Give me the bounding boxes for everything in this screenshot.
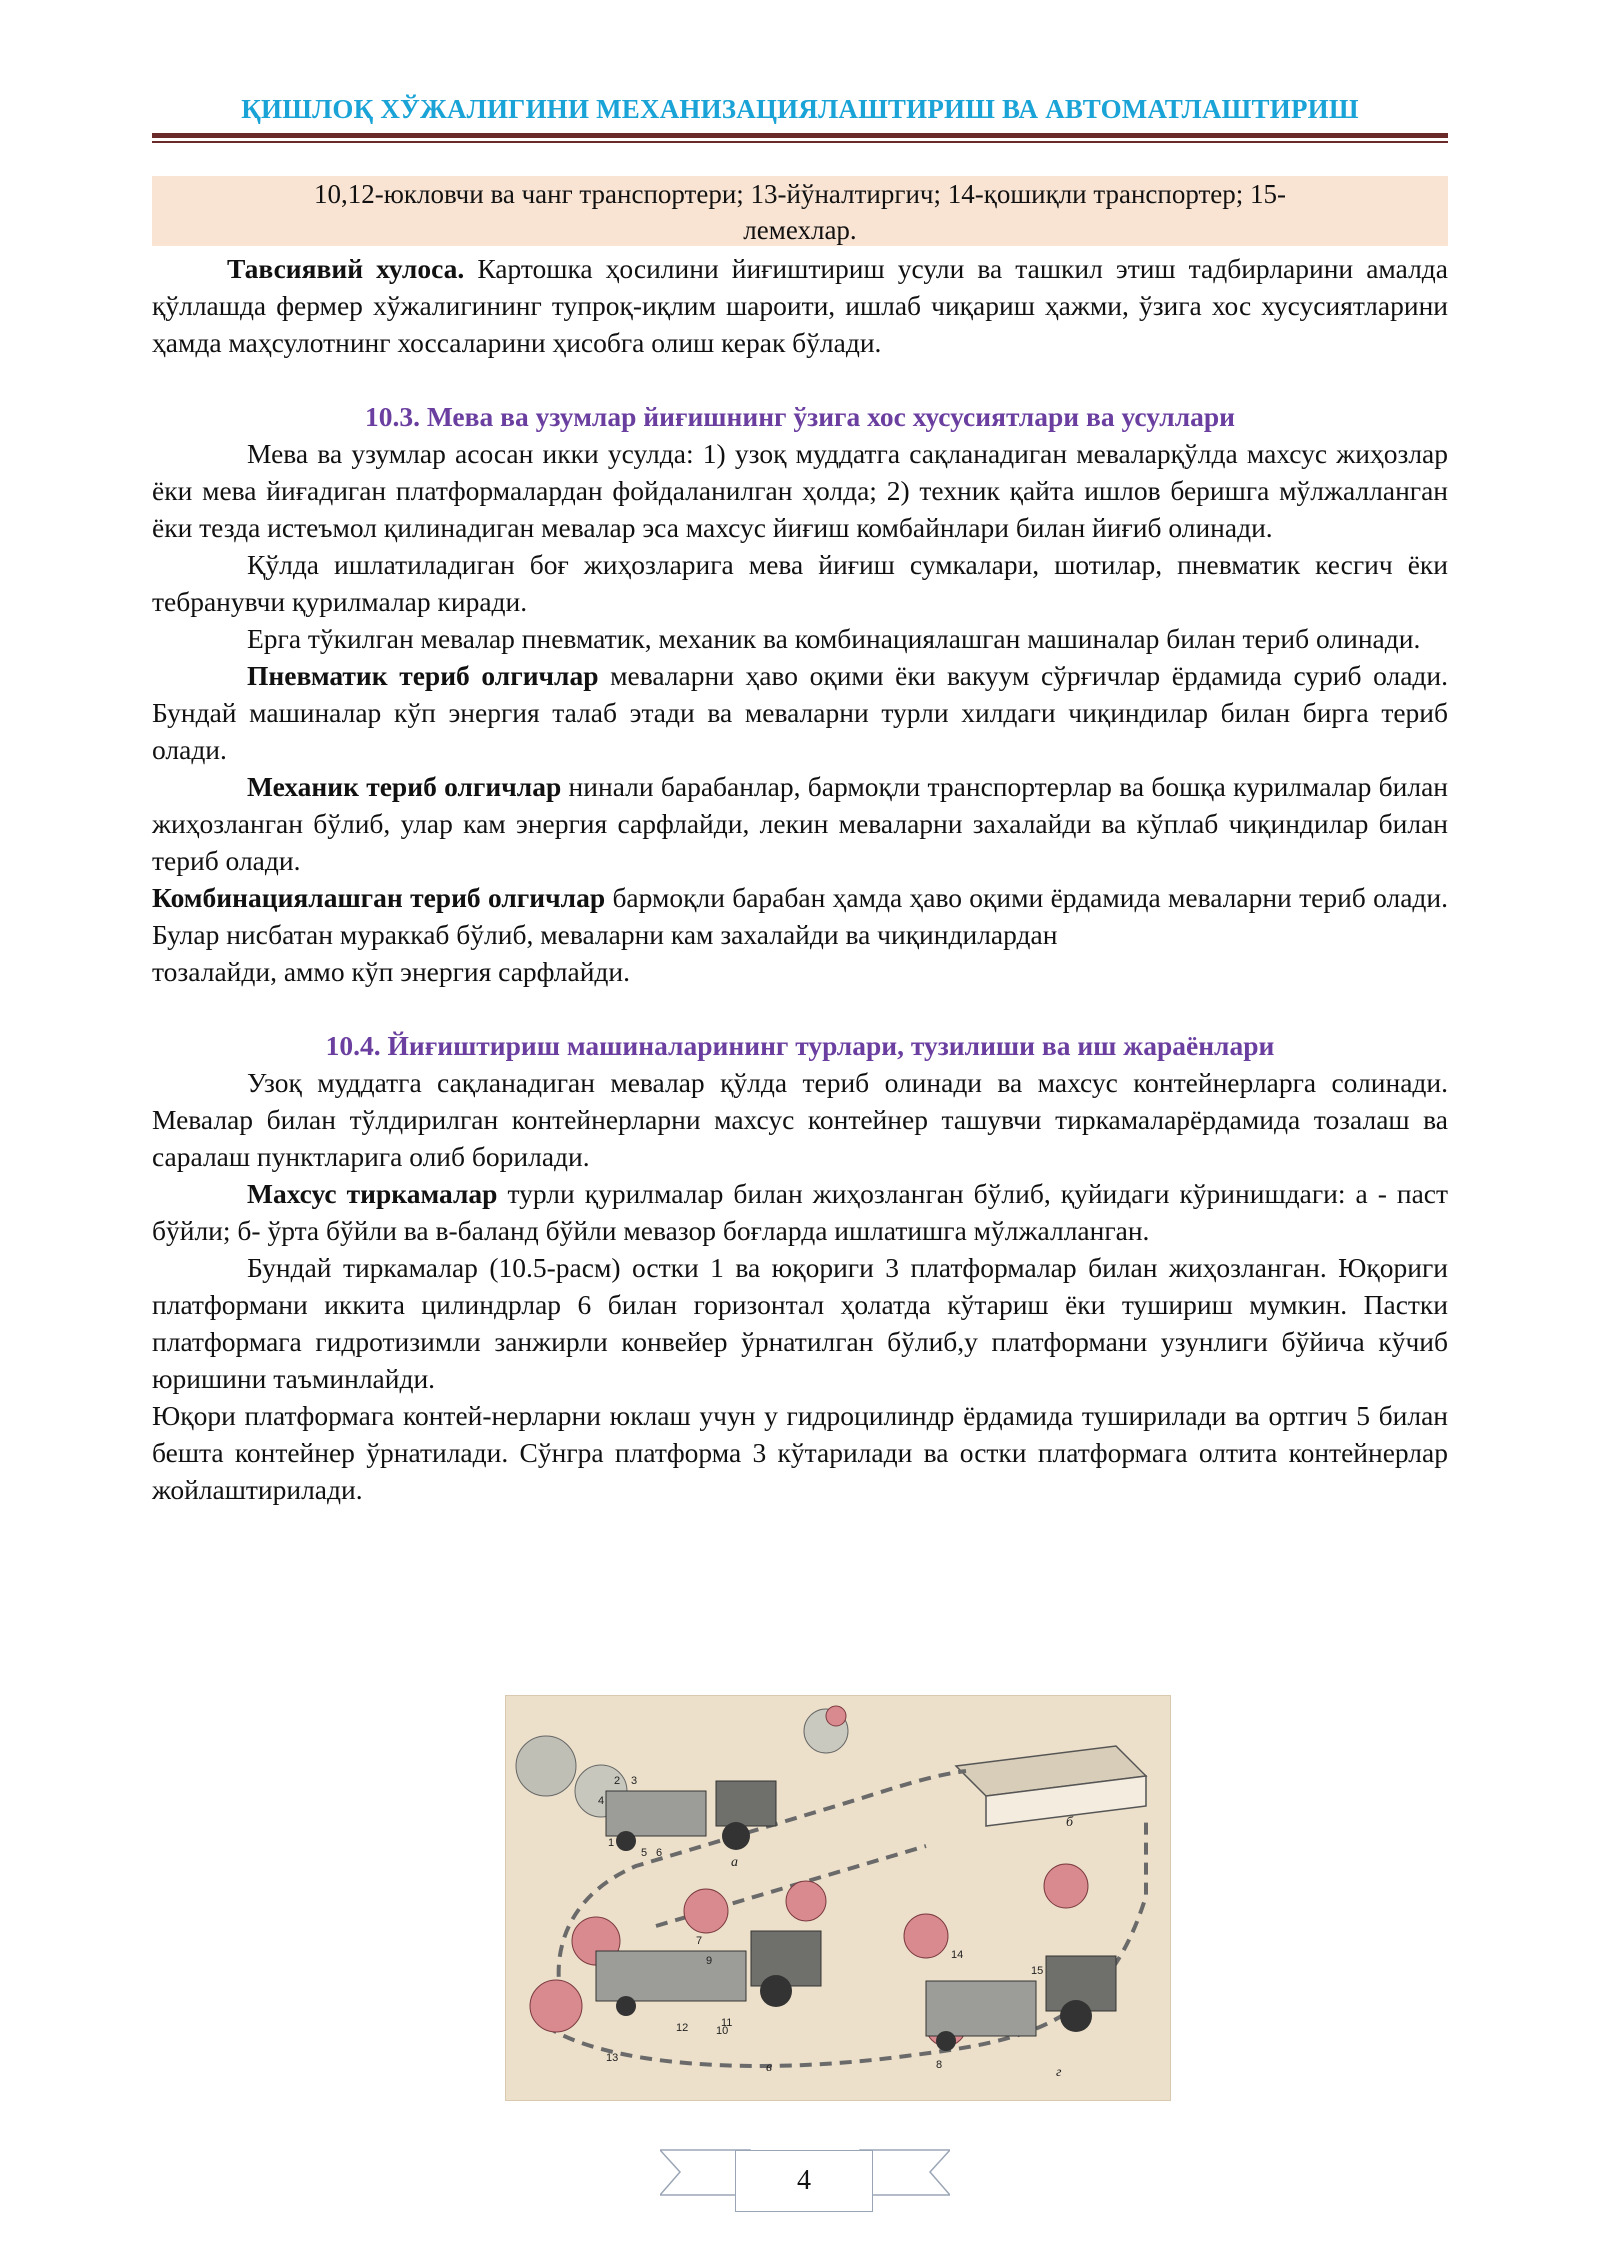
term-text: меваларни ҳаво оқими ёки вакуум сўрғичлар ёрдамида суриб олади. Бундай машиналар кўп энергия талаб этади ва меваларни турли хилдаги чиқиндилар билан бирга териб олади. bbox=[152, 660, 1448, 765]
label-g: г bbox=[1056, 2065, 1062, 2080]
term-trailers: Махсус тиркамалар bbox=[247, 1178, 498, 1209]
wheel bbox=[1060, 2000, 1092, 2032]
spacer bbox=[152, 990, 1448, 1027]
paragraph: Юқори платформага контей-нерларни юклаш учун у гидроцилиндр ёрдамида туширилади ва ортгич 5 билан бешта контейнер ўрнатилади. Сўнгра платформа 3 кўтарилади ва остки платформага олтита контейнерлар жойлаштирилади. bbox=[152, 1400, 1448, 1505]
ribbon-right-tail bbox=[860, 2150, 950, 2195]
label-n8: 8 bbox=[936, 2059, 943, 2071]
paragraph: Ерга тўкилган мевалар пневматик, механик ва комбинациялашган машиналар билан териб олинади. bbox=[247, 623, 1421, 654]
tree-canopy bbox=[684, 1889, 728, 1933]
section-title-10-3: 10.3. Мева ва узумлар йиғишнинг ўзига хос хусусиятлари ва усуллари bbox=[364, 401, 1236, 432]
running-header: ҚИШЛОҚ ХЎЖАЛИГИНИ МЕХАНИЗАЦИЯЛАШТИРИШ ВА АВТОМАТЛАШТИРИШ bbox=[241, 94, 1359, 124]
wheel bbox=[936, 2031, 956, 2051]
term-combined: Комбинациялашган териб олгичлар bbox=[152, 882, 606, 913]
wheel bbox=[760, 1975, 792, 2007]
tree-canopy bbox=[826, 1706, 846, 1726]
trailer-body bbox=[596, 1951, 746, 2001]
term-text: турли қурилмалар билан жиҳозланган бўлиб, қуйидаги кўринишдаги: а - паст бўйли; б- ўрта бўйли ва в-баланд бўйли мевазор боғларда ишлатишга мўлжалланган. bbox=[152, 1178, 1448, 1246]
paragraph bbox=[152, 1175, 1448, 1249]
label-n6: 6 bbox=[656, 1847, 663, 1859]
label-n15: 15 bbox=[1031, 1965, 1044, 1977]
label-n10: 10 bbox=[716, 2025, 729, 2037]
label-n1: 1 bbox=[608, 1837, 615, 1849]
label-v: в bbox=[766, 2060, 773, 2075]
term-text: бармоқли барабан ҳамда ҳаво оқими ёрдамида меваларни териб олади. Булар нисбатан мураккаб бўлиб, меваларни кам захалайди ва чиқиндилардан bbox=[152, 882, 1448, 950]
tree-canopy bbox=[1044, 1864, 1088, 1908]
header-rule-thin bbox=[152, 141, 1448, 143]
tree-canopy bbox=[516, 1736, 576, 1796]
figure-caption-continued bbox=[152, 176, 1448, 246]
caption-line-1: 10,12-юкловчи ва чанг транспортери; 13-йўналтиргич; 14-қошиқли транспортер; 15- bbox=[313, 179, 1287, 209]
spacer bbox=[152, 361, 1448, 398]
tractor-cab bbox=[716, 1781, 776, 1826]
label-n11: 11 bbox=[721, 2017, 733, 2029]
wheel bbox=[722, 1822, 750, 1850]
tree-canopy bbox=[904, 1914, 948, 1958]
paragraph: Мева ва узумлар асосан икки усулда: 1) узоқ муддатга сақланадиган меваларқўлда махсус жиҳозлар ёки мева йиғадиган платформалардан фойдаланилган ҳолда; 2) техник қайта ишлов беришга мўлжалланган ёки тезда истеъмол қилинадиган мевалар эса махсус йиғиш комбайнлари билан йиғиб олинади. bbox=[152, 438, 1448, 543]
wheel bbox=[616, 1996, 636, 2016]
label-n3: 3 bbox=[631, 1775, 638, 1787]
label-n7: 7 bbox=[696, 1935, 703, 1947]
figure-orchard-harvest-diagram bbox=[505, 1695, 1171, 2101]
paragraph: Бундай тиркамалар (10.5-расм) остки 1 ва юқориги 3 платформалар билан жиҳозланган. Юқориги платформани иккита цилиндрлар 6 билан горизонтал ҳолатда кўтариш ёки тушириш мумкин. Пастки платформага гидротизимли занжирли конвейер ўрнатилган бўлиб,у платформани узунлиги бўйича кўчиб юришини таъминлайди. bbox=[152, 1252, 1448, 1394]
conclusion-paragraph bbox=[152, 250, 1448, 361]
label-n14: 14 bbox=[951, 1949, 964, 1961]
label-n13: 13 bbox=[606, 2052, 619, 2064]
label-n12: 12 bbox=[676, 2022, 689, 2034]
tree-canopy bbox=[786, 1881, 826, 1921]
conclusion-lead: Тавсиявий хулоса. bbox=[227, 253, 465, 284]
main-text bbox=[152, 250, 1448, 1508]
label-b: б bbox=[1066, 1815, 1074, 1830]
tractor-cab bbox=[751, 1931, 821, 1986]
label-n9: 9 bbox=[706, 1955, 713, 1967]
page-number: 4 bbox=[735, 2150, 873, 2212]
paragraph bbox=[152, 657, 1448, 768]
paragraph bbox=[152, 768, 1448, 879]
trailer-body bbox=[926, 1981, 1036, 2036]
label-n2: 2 bbox=[614, 1775, 621, 1787]
label-n4: 4 bbox=[598, 1795, 605, 1807]
paragraph bbox=[152, 879, 1448, 953]
paragraph: Узоқ муддатга сақланадиган мевалар қўлда териб олинади ва махсус контейнерларга солинади. Мевалар билан тўлдирилган контейнерларни махсус контейнер ташувчи тиркамаларёрдамида тозалаш ва саралаш пунктларига олиб борилади. bbox=[152, 1067, 1448, 1172]
caption-line-2: лемехлар. bbox=[743, 215, 857, 245]
label-a: а bbox=[731, 1855, 738, 1870]
paragraph: Қўлда ишлатиладиган боғ жиҳозларига мева йиғиш сумкалари, шотилар, пневматик кесгич ёки тебранувчи қурилмалар киради. bbox=[152, 549, 1448, 617]
diagram-illustration bbox=[506, 1696, 1170, 2100]
tree-canopy bbox=[530, 1980, 582, 2032]
term-text: нинали барабанлар, бармоқли транспортерлар ва бошқа курилмалар билан жиҳозланган бўлиб, улар кам энергия сарфлайди, лекин меваларни захалайди ва кўплаб чиқиндилар билан териб олади. bbox=[152, 771, 1449, 876]
paragraph: тозалайди, аммо кўп энергия сарфлайди. bbox=[152, 956, 631, 987]
trailer-body bbox=[606, 1791, 706, 1836]
term-pneumatic: Пневматик териб олгичлар bbox=[247, 660, 599, 691]
term-mechanical: Механик териб олгичлар bbox=[247, 771, 562, 802]
label-n5: 5 bbox=[641, 1847, 648, 1859]
conclusion-text: Картошка ҳосилини йиғиштириш усули ва ташкил этиш тадбирларини амалда қўллашда фермер хўжалигининг тупроқ-иқлим шароити, ишлаб чиқариш ҳажми, ўзига хос хусусиятларини ҳамда маҳсулотнинг хоссаларини ҳисобга олиш керак бўлади. bbox=[152, 253, 1448, 358]
wheel bbox=[616, 1831, 636, 1851]
header-rule-thick bbox=[152, 133, 1448, 138]
section-title-10-4: 10.4. Йиғиштириш машиналарининг турлари, тузилиши ва иш жараёнлари bbox=[325, 1030, 1275, 1061]
